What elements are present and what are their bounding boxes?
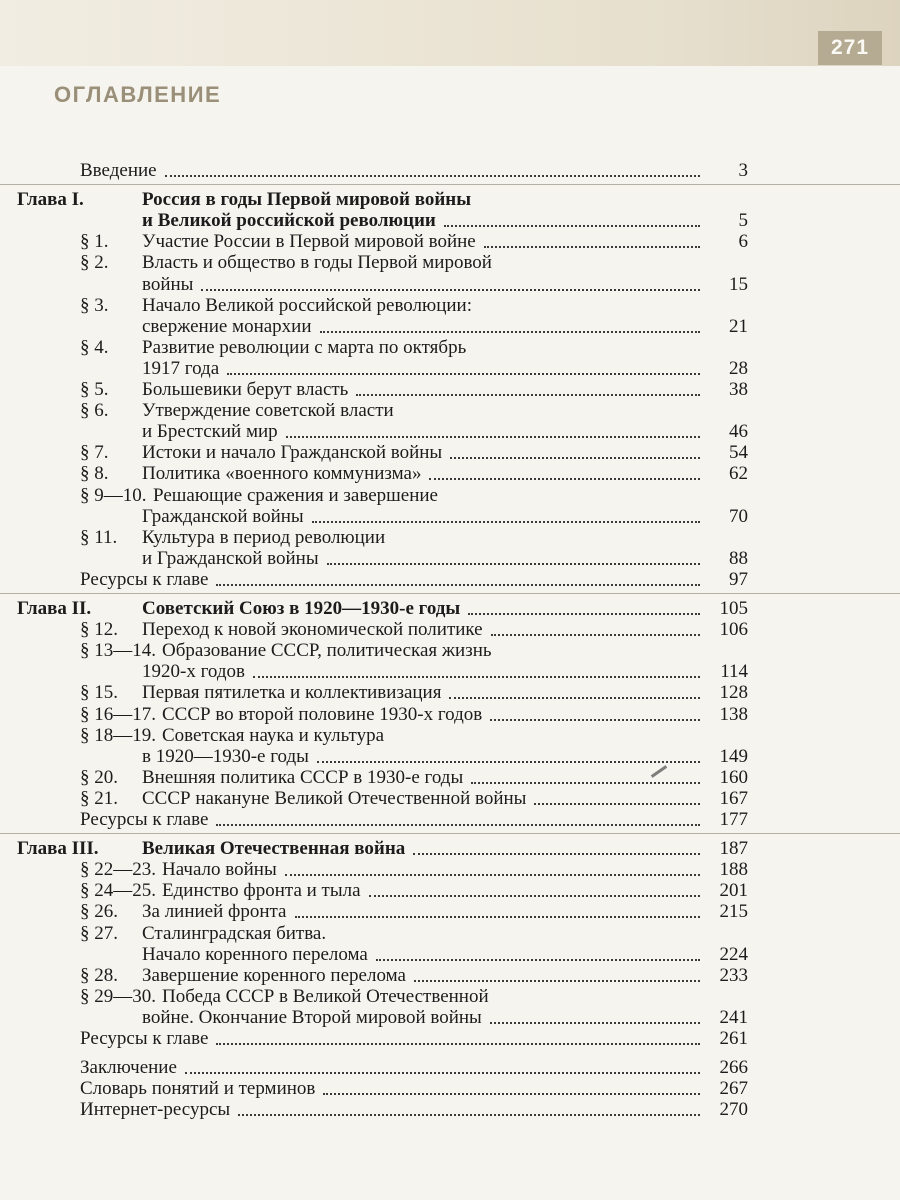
section-title-line: Гражданской войны — [142, 505, 304, 527]
page-title: ОГЛАВЛЕНИЕ — [54, 82, 222, 107]
dot-leader — [444, 210, 700, 232]
section-title-line: Истоки и начало Гражданской войны — [142, 442, 443, 464]
chapter-title-line: Россия в годы Первой мировой войны — [142, 189, 472, 211]
chapter-label: Глава II. — [17, 598, 92, 619]
page-ref: 38 — [729, 379, 748, 400]
dot-leader — [491, 619, 700, 641]
section-number: § 16—17. — [80, 703, 156, 725]
dot-leader — [490, 704, 700, 726]
dot-leader — [414, 965, 700, 987]
dot-leader — [253, 661, 700, 683]
section-title-line: Развитие революции с марта по октябрь — [142, 336, 467, 358]
page-ref: 261 — [719, 1028, 748, 1049]
section-title-line: Политика «военного коммунизма» — [142, 463, 422, 485]
page-ref: 241 — [719, 1006, 748, 1028]
toc-entry-intro: Введение — [80, 160, 157, 181]
section-title-line: и Гражданской войны — [142, 547, 319, 569]
chapter-resources: Ресурсы к главе — [80, 568, 209, 590]
section-title-line: Участие России в Первой мировой войне — [142, 231, 476, 253]
dot-leader — [216, 809, 700, 831]
section-title-line: Культура в период революции — [142, 526, 386, 548]
section-number: § 20. — [80, 766, 118, 788]
section-title-line: и Брестский мир — [142, 421, 278, 443]
page-ref: 177 — [719, 809, 748, 830]
section-number: § 29—30. — [80, 985, 156, 1007]
page-ref: 21 — [729, 315, 748, 337]
dot-leader — [449, 682, 700, 704]
section-title-line: войны — [142, 273, 194, 295]
page-ref: 266 — [719, 1057, 748, 1079]
page-ref: 201 — [719, 880, 748, 902]
section-title-line: 1920-х годов — [142, 661, 245, 683]
section-number: § 27. — [80, 922, 118, 944]
dot-leader — [312, 506, 700, 528]
section-number: § 13—14. — [80, 640, 156, 662]
page-ref: 188 — [719, 859, 748, 881]
dot-leader — [471, 767, 700, 789]
section-number: § 24—25. — [80, 880, 156, 902]
section-number: § 26. — [80, 901, 118, 923]
page-ref: 270 — [719, 1099, 748, 1121]
dot-leader — [216, 569, 700, 591]
section-title-line: Первая пятилетка и коллективизация — [142, 682, 442, 704]
section-number: § 22—23. — [80, 859, 156, 881]
page-ref: 233 — [719, 964, 748, 986]
section-number: § 3. — [80, 294, 109, 316]
section-title-line: Советская наука и культура — [162, 724, 385, 746]
section-number: § 2. — [80, 252, 109, 274]
section-number: § 7. — [80, 442, 109, 464]
dot-leader — [490, 1007, 700, 1029]
section-number: § 18—19. — [80, 724, 156, 746]
chapter-resources: Ресурсы к главе — [80, 1028, 209, 1049]
dot-leader — [317, 746, 700, 768]
section-title-line: Внешняя политика СССР в 1930-е годы — [142, 766, 464, 788]
page-ref: 114 — [720, 661, 748, 683]
section-title-line: СССР накануне Великой Отечественной войны — [142, 787, 527, 809]
section-number: § 11. — [80, 526, 118, 548]
section-title-line: Утверждение советской власти — [142, 400, 394, 422]
dot-leader — [369, 880, 700, 902]
page-ref: 28 — [729, 357, 748, 379]
dot-leader — [323, 1078, 700, 1100]
page-ref: 224 — [719, 943, 748, 965]
page-ref: 215 — [719, 901, 748, 923]
section-title-line: Переход к новой экономической политике — [142, 619, 483, 641]
header-band — [0, 0, 900, 66]
dot-leader — [429, 463, 700, 485]
chapter-title-line: Советский Союз в 1920—1930-е годы — [142, 598, 461, 619]
dot-leader — [285, 859, 700, 881]
section-title-line: Начало Великой российской революции: — [142, 294, 472, 316]
dot-leader — [413, 838, 700, 860]
dot-leader — [320, 316, 700, 338]
dot-leader — [468, 598, 700, 620]
page-ref: 5 — [738, 210, 748, 232]
back-matter-entry: Словарь понятий и терминов — [80, 1078, 316, 1100]
section-number: § 12. — [80, 619, 118, 641]
page-ref: 97 — [729, 568, 748, 590]
page-number-badge: 271 — [818, 31, 882, 65]
page-ref: 46 — [729, 421, 748, 443]
dot-leader — [356, 379, 700, 401]
page-ref: 138 — [719, 703, 748, 725]
section-number: § 15. — [80, 682, 118, 704]
section-number: § 9—10. — [80, 484, 147, 506]
section-title-line: Большевики берут власть — [142, 379, 349, 400]
dot-leader — [201, 274, 700, 296]
section-number: § 5. — [80, 379, 109, 400]
page-ref: 15 — [729, 273, 748, 295]
section-title-line: Начало коренного перелома — [142, 943, 368, 965]
section-title-line: в 1920—1930-е годы — [142, 745, 309, 767]
dot-leader — [227, 358, 700, 380]
page-ref: 54 — [729, 442, 748, 464]
back-matter-entry: Интернет-ресурсы — [80, 1099, 231, 1121]
back-matter-entry: Заключение — [80, 1057, 177, 1079]
page-ref: 106 — [719, 619, 748, 641]
page-ref: 128 — [719, 682, 748, 704]
chapter-label: Глава III. — [17, 838, 99, 860]
dot-leader — [327, 548, 700, 570]
section-title-line: 1917 года — [142, 357, 220, 379]
dot-leader — [376, 944, 700, 966]
section-title-line: Победа СССР в Великой Отечественной — [162, 985, 489, 1007]
page-ref: 70 — [729, 505, 748, 527]
section-title-line: За линией фронта — [142, 901, 287, 923]
section-number: § 21. — [80, 787, 118, 809]
dot-leader — [238, 1099, 700, 1121]
dot-leader — [165, 160, 700, 182]
page-ref: 267 — [719, 1078, 748, 1100]
page-ref: 149 — [719, 745, 748, 767]
section-title-line: Единство фронта и тыла — [162, 880, 361, 902]
dot-leader — [450, 442, 700, 464]
page-ref: 160 — [719, 766, 748, 788]
section-number: § 6. — [80, 400, 109, 422]
chapter-resources: Ресурсы к главе — [80, 809, 209, 830]
section-title-line: Решающие сражения и завершение — [153, 484, 438, 506]
dot-leader — [295, 901, 700, 923]
page-ref: 62 — [729, 463, 748, 485]
section-title-line: Власть и общество в годы Первой мировой — [142, 252, 492, 274]
dot-leader — [216, 1028, 700, 1050]
page-ref: 3 — [738, 160, 748, 181]
section-title-line: Начало войны — [162, 859, 277, 881]
dot-leader — [185, 1057, 700, 1079]
section-number: § 8. — [80, 463, 109, 485]
page-ref: 105 — [719, 598, 748, 619]
dot-leader — [534, 788, 700, 810]
chapter-label: Глава I. — [17, 189, 84, 211]
section-number: § 1. — [80, 231, 109, 253]
dot-leader — [286, 421, 700, 443]
page-ref: 6 — [738, 231, 748, 253]
chapter-separator — [0, 184, 900, 185]
section-title-line: Завершение коренного перелома — [142, 964, 406, 986]
chapter-title-line: и Великой российской революции — [142, 210, 436, 232]
section-number: § 28. — [80, 964, 118, 986]
chapter-separator — [0, 593, 900, 594]
page-ref: 88 — [729, 547, 748, 569]
section-title-line: Образование СССР, политическая жизнь — [162, 640, 492, 662]
dot-leader — [484, 231, 700, 253]
chapter-separator — [0, 833, 900, 834]
page-ref: 187 — [719, 838, 748, 860]
page-ref: 167 — [719, 787, 748, 809]
section-title-line: Сталинградская битва. — [142, 922, 327, 944]
section-title-line: войне. Окончание Второй мировой войны — [142, 1006, 482, 1028]
section-title-line: СССР во второй половине 1930-х годов — [162, 703, 483, 725]
section-title-line: свержение монархии — [142, 315, 312, 337]
chapter-title-line: Великая Отечественная война — [142, 838, 406, 860]
section-number: § 4. — [80, 336, 109, 358]
